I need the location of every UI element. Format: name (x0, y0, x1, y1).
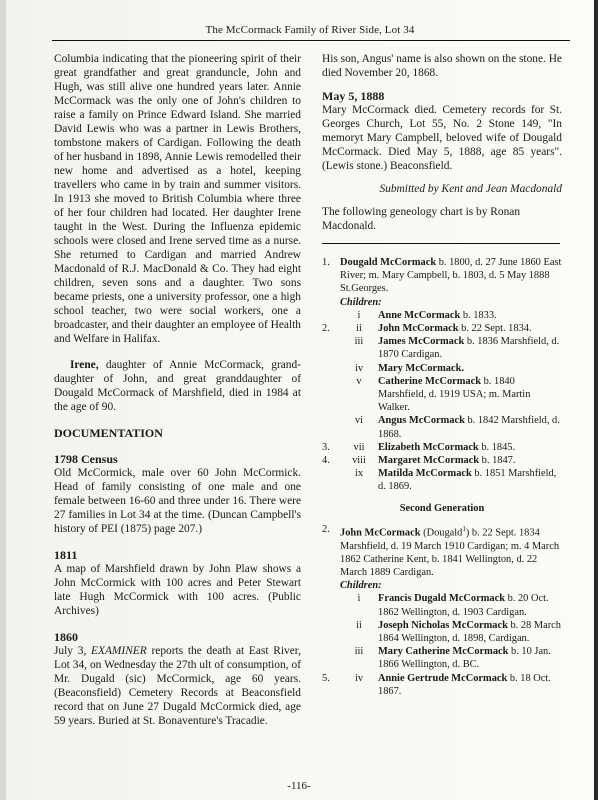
child-roman-numeral: v (356, 375, 362, 387)
child-name: Angus McCormack (378, 415, 465, 427)
may-1888-text: Mary McCormack died. Cemetery records for St. Georges Church, Lot 55, No. 2 Stone 149, "In memoryt Mary Campbell, beloved wife of Dougald McCormack. Died May 5, 1888, age 85 years". (Lewis stone.) Beaconsfield. (322, 104, 562, 172)
examiner-newspaper: EXAMINER (91, 645, 147, 657)
child-roman-numeral: vi (354, 415, 364, 427)
child-name: Catherine McCormack (378, 375, 482, 387)
child-name: Elizabeth McCormack (378, 441, 479, 453)
child-roman-numeral: i (357, 309, 361, 321)
genealogy-child-row (322, 592, 562, 618)
gen2-children-list (322, 592, 562, 698)
child-name: Annie Gertrude McCormack (378, 672, 508, 684)
irene-name: Irene, (70, 359, 99, 371)
child-generation-number: 2. (322, 323, 330, 335)
page-edge-shadow (0, 0, 6, 800)
child-details: b. 1836 Marshfield, d. 1870 Cardigan. (378, 336, 560, 361)
child-details: b. 18 Oct. 1867. (378, 672, 551, 697)
gen1-entry (322, 256, 562, 296)
gen1-number: 1. (322, 257, 330, 268)
child-roman-numeral: iv (354, 672, 364, 684)
child-name: John McCormack (378, 323, 459, 335)
gen2-details: ) b. 22 Sept. 1834 Marshfield, d. 19 March 1910 Cardigan; m. 4 March 1862 Catherine Kent, b. 1841 Wellington, d. 22 March 1889 Cardigan. (340, 527, 560, 578)
genealogy-child-row (322, 467, 562, 493)
child-roman-numeral: iii (354, 336, 364, 348)
child-roman-numeral: viii (352, 455, 366, 467)
child-name: Joseph Nicholas McCormack (378, 619, 508, 631)
left-paragraph-1: Columbia indicating that the pioneering spirit of their great grandfather and great granduncle, John and Hugh, was still alive one hundred years later. Annie McCormack was the only one of John's children to raise a family on Prince Edward Island. She married David Lewis who was a partner in Lewis Brothers, tombstone makers of Cardigan. Following the death of her husband in 1898, Annie Lewis remodelled their new home and advertised as a hotel, keeping travellers who came in by train and summer visitors. In 1913 she moved to British Columbia where three of her four children had located. Her daughter Irene taught in the West. During the Influenza epidemic schools were closed and Irene served time as a nurse. She returned to Cardigan and married Andrew Macdonald of R.J. MacDonald & Co. They had eight children, seven sons and a daughter. Two sons became priests, one a university professor, one a high school teacher, two were social workers, one a broadcaster, and their daughter an employee of Health and Welfare in Halifax. (54, 53, 301, 345)
section-rule (322, 243, 560, 244)
left-column (54, 52, 301, 728)
child-roman-numeral: i (357, 593, 361, 605)
child-name: Matilda McCormack (378, 468, 472, 480)
child-roman-numeral: ii (356, 323, 362, 335)
child-details: b. 1840 Marshfield, d. 1919 USA; m. Martin Walker. (378, 375, 531, 414)
gen2-name: John McCormack (340, 527, 421, 539)
year-1860-text-b: reports the death at East River, Lot 34, on Wednesday the 27th ult of consumption, of Mr. Dugald (sic) McCormick, age 60 years. (Beaconsfield) Cemetery Records at Beaconsfield record that on June 27 Dugald McCormick died, age 59 years. Buried at St. Bonaventure's Tracadie. (54, 645, 301, 727)
child-roman-numeral: iii (354, 646, 364, 658)
child-roman-numeral: ii (356, 619, 362, 631)
child-name: James McCormack (378, 336, 465, 348)
genealogy-child-row (322, 375, 562, 415)
gen2-superscript: 1 (462, 524, 466, 533)
second-generation-heading: Second Generation (399, 502, 485, 514)
genealogy-child-row (322, 645, 562, 671)
child-details: b. 1845. (478, 441, 516, 453)
gen2-entry (322, 523, 562, 579)
year-1811-text: A map of Marshfield drawn by John Plaw shows a John McCormick with 100 acres and Peter Stewart late Hugh McCormick with 100 acres. (Public Archives) (54, 563, 301, 617)
genealogy-chart (322, 256, 562, 698)
census-heading: 1798 Census (54, 452, 118, 466)
header-rule (52, 40, 570, 41)
year-1811-heading: 1811 (54, 548, 78, 562)
child-roman-numeral: vii (353, 441, 365, 453)
child-name: Mary McCormack. (378, 362, 464, 374)
year-1860-text-a: July 3, (54, 645, 92, 657)
page-number: -116- (287, 780, 311, 792)
gen1-children-list (322, 309, 562, 494)
gen1-children-label: Children: (340, 296, 382, 308)
child-generation-number: 4. (322, 455, 330, 467)
child-details: b. 28 March 1864 Wellington, d. 1898, Cardigan. (378, 619, 561, 644)
chart-intro: The following geneology chart is by Ronan Macdonald. (322, 206, 521, 232)
genealogy-child-row (322, 322, 562, 335)
may-1888-heading: May 5, 1888 (322, 89, 385, 103)
child-name: Anne McCormack (378, 309, 461, 321)
child-roman-numeral: iv (354, 362, 364, 374)
genealogy-child-row (322, 362, 562, 375)
documentation-heading: DOCUMENTATION (54, 426, 163, 440)
census-text: Old McCormick, male over 60 John McCormick. Head of family consisting of one male and one female between 16-60 and three under 16. There were 27 families in Lot 34 at the time. (Duncan Campbell's history of PEI (1875) page 207.) (54, 467, 301, 535)
child-details: b. 1851 Marshfield, d. 1869. (378, 468, 557, 493)
genealogy-child-row (322, 335, 562, 361)
child-details: b. 1842 Marshfield, d. 1868. (378, 415, 560, 440)
running-header: The McCormack Family of River Side, Lot 34 (205, 24, 415, 36)
genealogy-child-row (322, 454, 562, 467)
child-name: Mary Catherine McCormack (378, 646, 509, 658)
child-details: b. 1847. (479, 455, 516, 467)
child-generation-number: 3. (322, 441, 330, 453)
gen1-details: b. 1800, d. 27 June 1860 East River; m. Mary Campbell, b. 1803, d. 5 May 1888 St.Georges. (340, 257, 562, 295)
genealogy-child-row (322, 672, 562, 698)
gen2-name-paren: (Dougald (420, 527, 463, 539)
child-details: b. 20 Oct. 1862 Wellington, d. 1903 Cardigan. (378, 593, 549, 618)
submitted-by: Submitted by Kent and Jean Macdonald (379, 183, 562, 195)
right-paragraph-1: His son, Angus' name is also shown on the stone. He died November 20, 1868. (322, 53, 562, 79)
right-column (322, 52, 562, 698)
child-roman-numeral: ix (354, 468, 364, 480)
irene-text: daughter of Annie McCormack, grand-daughter of John, and great granddaughter of Dougald McCormack of Marshfield, died in 1984 at the age of 90. (54, 359, 301, 413)
gen2-children-label: Children: (340, 580, 382, 592)
child-details: b. 10 Jan. 1866 Wellington, d. BC. (378, 646, 551, 671)
genealogy-child-row (322, 441, 562, 454)
page-edge-dark (594, 0, 598, 800)
gen1-name: Dougald McCormack (340, 257, 437, 268)
genealogy-child-row (322, 414, 562, 440)
gen2-number: 2. (322, 523, 330, 535)
year-1860-heading: 1860 (54, 630, 78, 644)
child-details: b. 1833. (460, 309, 497, 321)
genealogy-child-row (322, 309, 562, 322)
child-details: b. 22 Sept. 1834. (458, 323, 532, 335)
child-name: Francis Dugald McCormack (378, 593, 505, 605)
child-name: Margaret McCormack (378, 455, 480, 467)
genealogy-child-row (322, 619, 562, 645)
child-generation-number: 5. (322, 672, 330, 684)
irene-paragraph (54, 358, 301, 414)
year-1860-text (54, 644, 301, 728)
